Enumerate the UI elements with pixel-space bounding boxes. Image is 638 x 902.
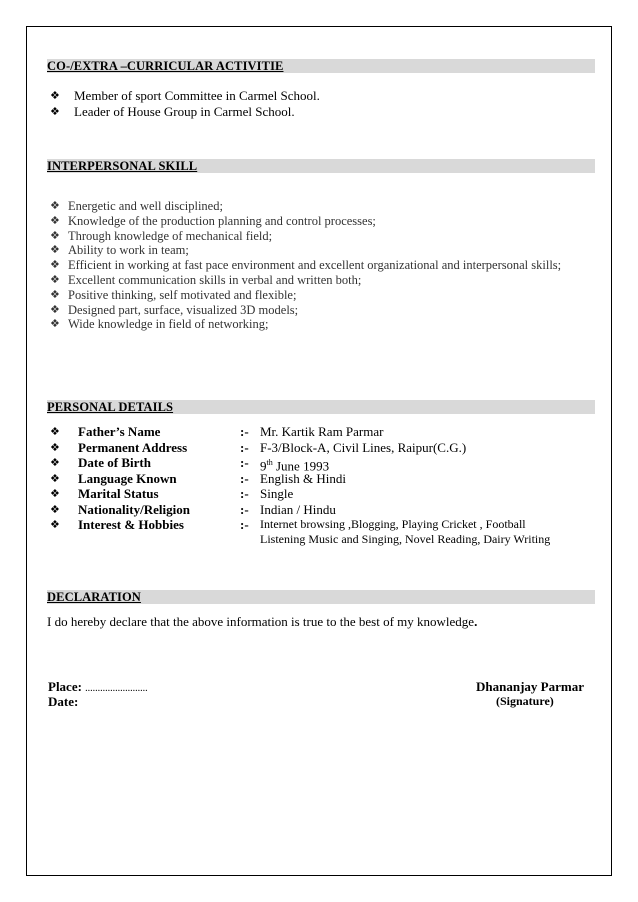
detail-value: English & Hindi: [260, 470, 346, 486]
diamond-bullet-icon: ❖: [50, 199, 60, 212]
diamond-bullet-icon: ❖: [50, 487, 60, 500]
diamond-bullet-icon: ❖: [50, 272, 60, 286]
diamond-bullet-icon: ❖: [50, 287, 60, 301]
personal-details-heading: PERSONAL DETAILS: [47, 400, 595, 414]
date-label: Date:: [48, 694, 79, 709]
diamond-bullet-icon: ❖: [50, 105, 60, 118]
detail-label: Interest & Hobbies: [78, 517, 184, 532]
interpersonal-heading: INTERPERSONAL SKILL: [47, 159, 595, 173]
diamond-bullet-icon: ❖: [50, 213, 60, 227]
list-item: ❖ Wide knowledge in field of networking;: [50, 317, 269, 332]
detail-separator: :-: [240, 486, 249, 501]
interpersonal-list: [50, 199, 561, 332]
personal-details-list: [50, 424, 551, 546]
diamond-bullet-icon: ❖: [50, 317, 60, 331]
detail-label: Language Known: [78, 470, 177, 486]
detail-label: Permanent Address: [78, 439, 188, 455]
detail-value: Single: [260, 486, 294, 501]
declaration-heading: DECLARATION: [47, 590, 595, 604]
list-item: ❖ Excellent communication skills in verbal and written both;: [50, 272, 362, 287]
detail-value: 9th June 1993: [260, 458, 330, 474]
signature-label: (Signature): [496, 694, 554, 708]
list-item: ❖ Through knowledge of mechanical field;: [50, 228, 273, 243]
diamond-bullet-icon: ❖: [50, 440, 60, 454]
list-item: ❖ Designed part, surface, visualized 3D models;: [50, 302, 299, 317]
detail-separator: :-: [240, 455, 249, 470]
place-line: [48, 679, 148, 695]
detail-row-permanent-address: [50, 439, 467, 456]
detail-row-date-of-birth: [50, 455, 330, 474]
detail-label: Marital Status: [78, 486, 159, 501]
detail-separator: :-: [240, 439, 249, 455]
declaration-text: I do hereby declare that the above information is true to the best of my knowledge.: [47, 614, 478, 629]
list-item: ❖ Knowledge of the production planning and control processes;: [50, 213, 376, 228]
detail-row-language-known: [50, 470, 346, 487]
diamond-bullet-icon: ❖: [50, 302, 60, 316]
diamond-bullet-icon: ❖: [50, 228, 60, 242]
detail-row-fathers-name: [50, 424, 384, 440]
detail-value: F-3/Block-A, Civil Lines, Raipur(C.G.): [260, 439, 467, 455]
diamond-bullet-icon: ❖: [50, 258, 60, 272]
diamond-bullet-icon: ❖: [50, 425, 60, 438]
diamond-bullet-icon: ❖: [50, 471, 60, 485]
list-item: ❖ Ability to work in team;: [50, 243, 189, 258]
co-curricular-heading: CO-/EXTRA –CURRICULAR ACTIVITIE: [47, 59, 595, 73]
diamond-bullet-icon: ❖: [50, 518, 60, 531]
diamond-bullet-icon: ❖: [50, 89, 60, 102]
applicant-name: Dhananjay Parmar: [476, 679, 584, 694]
list-item: ❖ Efficient in working at fast pace environment and excellent organizational and interpersonal skills;: [50, 258, 562, 273]
detail-separator: :-: [240, 517, 249, 532]
detail-value-continued: Listening Music and Singing, Novel Reading, Dairy Writing: [260, 532, 551, 546]
list-item: ❖ Member of sport Committee in Carmel School.: [50, 88, 320, 103]
detail-value: Indian / Hindu: [260, 501, 336, 517]
detail-label: Date of Birth: [78, 455, 151, 470]
co-curricular-list: [50, 88, 320, 120]
list-item: ❖ Positive thinking, self motivated and flexible;: [50, 287, 297, 302]
detail-separator: :-: [240, 424, 249, 439]
detail-value: Mr. Kartik Ram Parmar: [260, 424, 384, 439]
diamond-bullet-icon: ❖: [50, 456, 60, 469]
list-item: ❖ Energetic and well disciplined;: [50, 199, 223, 213]
detail-row-interest-hobbies: [50, 517, 551, 546]
diamond-bullet-icon: ❖: [50, 243, 60, 257]
detail-separator: :-: [240, 470, 249, 486]
diamond-bullet-icon: ❖: [50, 502, 60, 516]
detail-separator: :-: [240, 501, 249, 517]
detail-value: Internet browsing ,Blogging, Playing Cricket , Football: [260, 517, 526, 531]
detail-label: Father’s Name: [78, 424, 161, 439]
detail-label: Nationality/Religion: [78, 501, 190, 517]
detail-row-marital-status: [50, 486, 294, 502]
list-item: ❖ Leader of House Group in Carmel School.: [50, 104, 295, 119]
detail-row-nationality-religion: [50, 501, 336, 518]
place-label: Place:: [48, 679, 82, 694]
place-value: .........................: [85, 683, 148, 694]
